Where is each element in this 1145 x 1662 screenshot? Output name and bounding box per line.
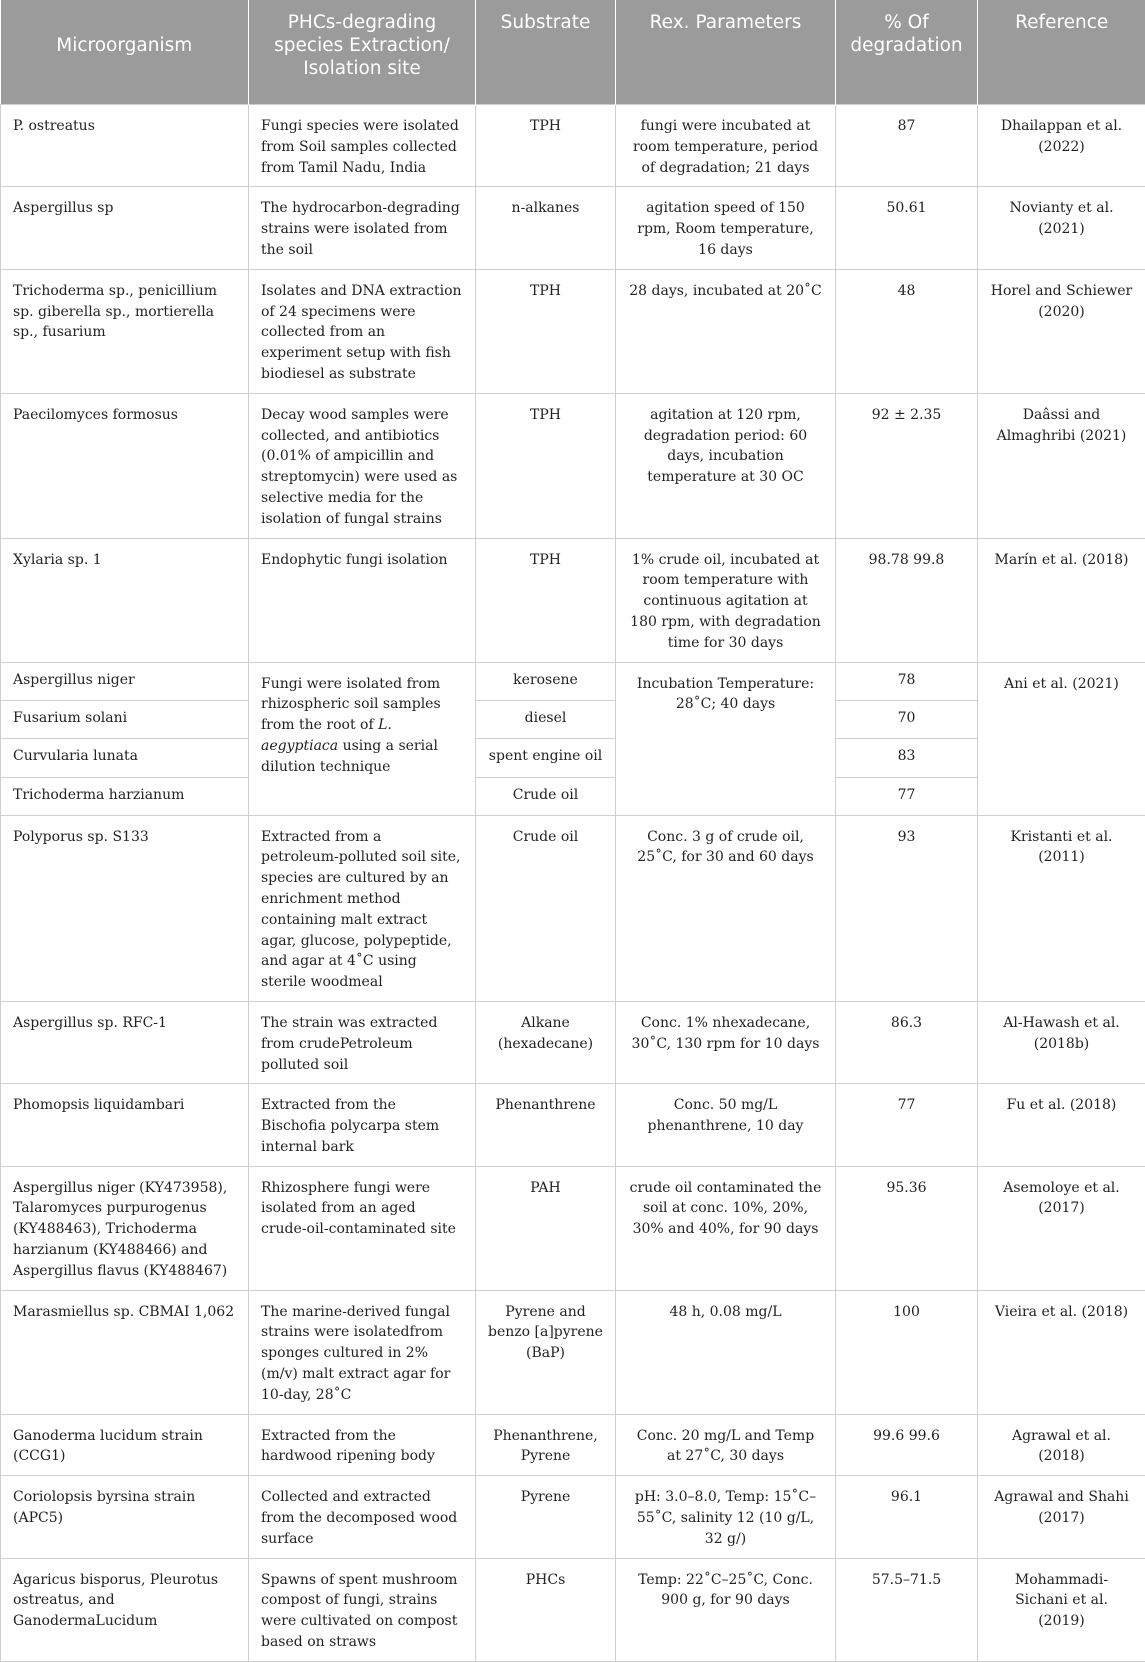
cell-reference: Mohammadi-Sichani et al. (2019) <box>978 1558 1145 1661</box>
cell-microorganism: Marasmiellus sp. CBMAI 1,062 <box>1 1290 249 1414</box>
cell-params: crude oil contaminated the soil at conc. 10%, 20%, 30% and 40%, for 90 days <box>616 1166 836 1290</box>
cell-site: Spawns of spent mushroom compost of fungi, strains were cultivated on compost based on straws <box>249 1558 476 1661</box>
table-row <box>1 538 1145 662</box>
cell-substrate: TPH <box>476 269 616 393</box>
cell-microorganism: Paecilomyces formosus <box>1 393 249 538</box>
cell-degradation: 83 <box>836 738 978 777</box>
header-row <box>1 0 1145 105</box>
cell-degradation: 86.3 <box>836 1001 978 1083</box>
cell-site: Fungi species were isolated from Soil samples collected from Tamil Nadu, India <box>249 105 476 187</box>
header-degradation: % Of degradation <box>836 0 978 105</box>
cell-microorganism: Aspergillus niger (KY473958), Talaromyces purpurogenus (KY488463), Trichoderma harzianum (KY488466) and Aspergillus flavus (KY488467) <box>1 1166 249 1290</box>
cell-site: The strain was extracted from crudePetroleum polluted soil <box>249 1001 476 1083</box>
cell-site: Rhizosphere fungi were isolated from an aged crude-oil-contaminated site <box>249 1166 476 1290</box>
cell-substrate: TPH <box>476 105 616 187</box>
table-row <box>1 815 1145 1001</box>
site-text-species: L. aegyptiaca <box>261 717 392 754</box>
cell-microorganism: Trichoderma sp., penicillium sp. giberella sp., mortierella sp., fusarium <box>1 269 249 393</box>
cell-reference: Vieira et al. (2018) <box>978 1290 1145 1414</box>
cell-microorganism: Trichoderma harzianum <box>1 777 249 815</box>
cell-microorganism: Xylaria sp. 1 <box>1 538 249 662</box>
cell-params: agitation at 120 rpm, degradation period: 60 days, incubation temperature at 30 OC <box>616 393 836 538</box>
cell-reference: Marín et al. (2018) <box>978 538 1145 662</box>
cell-substrate: Phenanthrene, Pyrene <box>476 1414 616 1476</box>
cell-reference: Asemoloye et al. (2017) <box>978 1166 1145 1290</box>
cell-substrate: kerosene <box>476 662 616 700</box>
cell-microorganism: Polyporus sp. S133 <box>1 815 249 1001</box>
cell-site: Decay wood samples were collected, and antibiotics (0.01% of ampicillin and streptomycin) were used as selective media for the isolation of fungal strains <box>249 393 476 538</box>
table-row <box>1 1166 1145 1290</box>
cell-params: Conc. 1% nhexadecane, 30˚C, 130 rpm for 10 days <box>616 1001 836 1083</box>
table-row <box>1 1414 1145 1476</box>
cell-microorganism: Curvularia lunata <box>1 738 249 777</box>
cell-reference: Al-Hawash et al. (2018b) <box>978 1001 1145 1083</box>
cell-substrate: diesel <box>476 700 616 738</box>
cell-degradation: 100 <box>836 1290 978 1414</box>
table-row <box>1 393 1145 538</box>
cell-site: Extracted from the Bischofia polycarpa stem internal bark <box>249 1084 476 1166</box>
cell-reference: Ani et al. (2021) <box>978 662 1145 815</box>
cell-params: Conc. 50 mg/L phenanthrene, 10 day <box>616 1084 836 1166</box>
cell-substrate: Phenanthrene <box>476 1084 616 1166</box>
cell-site: Collected and extracted from the decomposed wood surface <box>249 1476 476 1558</box>
cell-reference: Horel and Schiewer (2020) <box>978 269 1145 393</box>
cell-params: agitation speed of 150 rpm, Room temperature, 16 days <box>616 187 836 269</box>
cell-reference: Agrawal and Shahi (2017) <box>978 1476 1145 1558</box>
cell-substrate: Alkane (hexadecane) <box>476 1001 616 1083</box>
site-text-b: using a serial dilution technique <box>261 738 438 775</box>
cell-degradation: 77 <box>836 1084 978 1166</box>
cell-substrate: n-alkanes <box>476 187 616 269</box>
cell-microorganism: Phomopsis liquidambari <box>1 1084 249 1166</box>
cell-substrate: Crude oil <box>476 815 616 1001</box>
cell-degradation: 93 <box>836 815 978 1001</box>
cell-substrate: Pyrene <box>476 1476 616 1558</box>
table-row <box>1 1001 1145 1083</box>
cell-substrate: PAH <box>476 1166 616 1290</box>
cell-degradation: 77 <box>836 777 978 815</box>
cell-params: Conc. 20 mg/L and Temp at 27˚C, 30 days <box>616 1414 836 1476</box>
cell-site <box>249 662 476 815</box>
header-microorganism: Microorganism <box>1 0 249 105</box>
table-row <box>1 1084 1145 1166</box>
cell-microorganism: Coriolopsis byrsina strain (APC5) <box>1 1476 249 1558</box>
cell-site: Extracted from the hardwood ripening body <box>249 1414 476 1476</box>
cell-site: Extracted from a petroleum-polluted soil site, species are cultured by an enrichment method containing malt extract agar, glucose, polypeptide, and agar at 4˚C using sterile woodmeal <box>249 815 476 1001</box>
table-row <box>1 777 1145 815</box>
header-site: PHCs-degrading species Extraction/ Isolation site <box>249 0 476 105</box>
header-reference: Reference <box>978 0 1145 105</box>
cell-degradation: 99.6 99.6 <box>836 1414 978 1476</box>
cell-params: Conc. 3 g of crude oil, 25˚C, for 30 and 60 days <box>616 815 836 1001</box>
site-text-a: Fungi were isolated from rhizospheric soil samples from the root of <box>261 676 441 734</box>
cell-microorganism: Aspergillus sp. RFC-1 <box>1 1001 249 1083</box>
cell-substrate: Pyrene and benzo [a]pyrene (BaP) <box>476 1290 616 1414</box>
table-row <box>1 1476 1145 1558</box>
cell-reference: Dhailappan et al. (2022) <box>978 105 1145 187</box>
cell-reference: Novianty et al. (2021) <box>978 187 1145 269</box>
cell-microorganism: Agaricus bisporus, Pleurotus ostreatus, and GanodermaLucidum <box>1 1558 249 1661</box>
cell-degradation: 48 <box>836 269 978 393</box>
cell-reference: Fu et al. (2018) <box>978 1084 1145 1166</box>
table-row <box>1 662 1145 700</box>
cell-substrate: Crude oil <box>476 777 616 815</box>
cell-params: fungi were incubated at room temperature, period of degradation; 21 days <box>616 105 836 187</box>
table-row <box>1 738 1145 777</box>
cell-microorganism: Ganoderma lucidum strain (CCG1) <box>1 1414 249 1476</box>
cell-reference: Agrawal et al. (2018) <box>978 1414 1145 1476</box>
cell-degradation: 87 <box>836 105 978 187</box>
table-row <box>1 700 1145 738</box>
table-row <box>1 1558 1145 1661</box>
cell-substrate: TPH <box>476 538 616 662</box>
cell-params: Temp: 22˚C–25˚C, Conc. 900 g, for 90 days <box>616 1558 836 1661</box>
cell-degradation: 57.5–71.5 <box>836 1558 978 1661</box>
cell-substrate: PHCs <box>476 1558 616 1661</box>
cell-params: Incubation Temperature: 28˚C; 40 days <box>616 662 836 815</box>
cell-degradation: 50.61 <box>836 187 978 269</box>
cell-params: 48 h, 0.08 mg/L <box>616 1290 836 1414</box>
cell-degradation: 96.1 <box>836 1476 978 1558</box>
cell-site: The marine-derived fungal strains were isolatedfrom sponges cultured in 2% (m/v) malt extract agar for 10-day, 28˚C <box>249 1290 476 1414</box>
cell-substrate: TPH <box>476 393 616 538</box>
cell-reference: Daâssi and Almaghribi (2021) <box>978 393 1145 538</box>
header-params: Rex. Parameters <box>616 0 836 105</box>
table-row <box>1 187 1145 269</box>
cell-reference: Kristanti et al. (2011) <box>978 815 1145 1001</box>
cell-params: 28 days, incubated at 20˚C <box>616 269 836 393</box>
cell-degradation: 70 <box>836 700 978 738</box>
cell-degradation: 78 <box>836 662 978 700</box>
cell-site: Isolates and DNA extraction of 24 specimens were collected from an experiment setup with fish biodiesel as substrate <box>249 269 476 393</box>
cell-microorganism: Aspergillus sp <box>1 187 249 269</box>
cell-site: The hydrocarbon-degrading strains were isolated from the soil <box>249 187 476 269</box>
table-row <box>1 1290 1145 1414</box>
cell-microorganism: Fusarium solani <box>1 700 249 738</box>
table-row <box>1 269 1145 393</box>
cell-degradation: 92 ± 2.35 <box>836 393 978 538</box>
cell-params: pH: 3.0–8.0, Temp: 15˚C–55˚C, salinity 12 (10 g/L, 32 g/) <box>616 1476 836 1558</box>
header-substrate: Substrate <box>476 0 616 105</box>
cell-microorganism: P. ostreatus <box>1 105 249 187</box>
cell-site: Endophytic fungi isolation <box>249 538 476 662</box>
cell-params: 1% crude oil, incubated at room temperature with continuous agitation at 180 rpm, with degradation time for 30 days <box>616 538 836 662</box>
cell-microorganism: Aspergillus niger <box>1 662 249 700</box>
cell-degradation: 98.78 99.8 <box>836 538 978 662</box>
cell-substrate: spent engine oil <box>476 738 616 777</box>
cell-degradation: 95.36 <box>836 1166 978 1290</box>
table-row <box>1 105 1145 187</box>
